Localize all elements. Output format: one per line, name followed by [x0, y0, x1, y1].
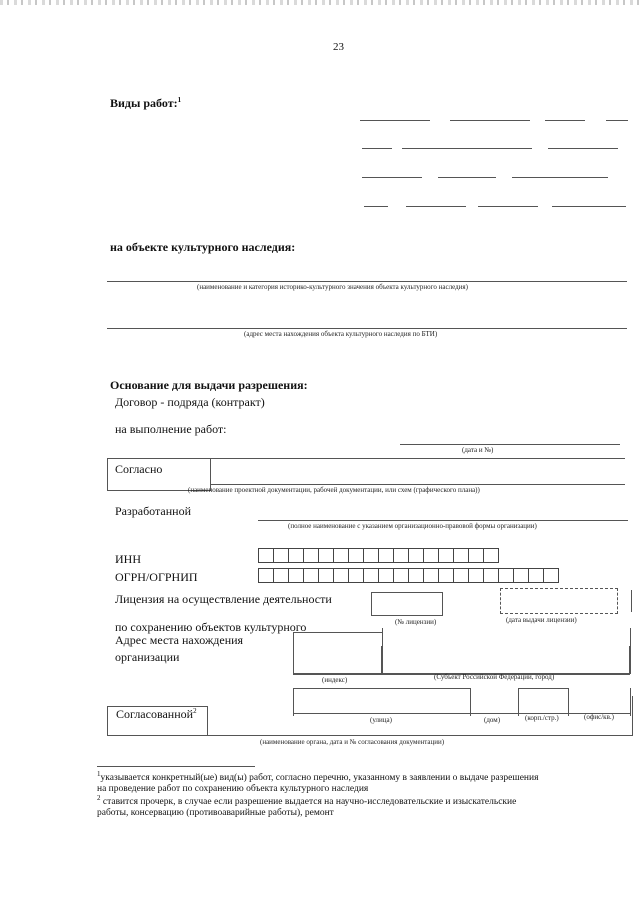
address-label-2: организации: [115, 650, 180, 664]
ogrn-label: ОГРН/ОГРНИП: [115, 570, 198, 584]
license-date-caption: (дата выдачи лицензии): [506, 616, 577, 624]
heritage-name-line[interactable]: [107, 281, 627, 282]
approval-field[interactable]: [207, 706, 632, 736]
license-date-box[interactable]: [500, 588, 618, 614]
docs-caption: (наименование проектной документации, рабочей документации, или схем (графического плана)): [188, 486, 480, 494]
scan-edge-noise: [0, 0, 640, 5]
approval-caption: (наименование органа, дата и № согласования документации): [260, 738, 445, 746]
basis-title: Основание для выдачи разрешения:: [110, 378, 308, 392]
index-field[interactable]: [293, 646, 382, 674]
heritage-name-caption: (наименование и категория историко-культурного значения объекта культурного наследия): [197, 283, 468, 291]
approval-label: Согласованной$^2$: [116, 707, 197, 721]
approval-right-edge: [632, 696, 633, 736]
license-number-box[interactable]: [371, 592, 443, 616]
license-label: Лицензия на осуществление деятельности: [115, 592, 332, 606]
region-field[interactable]: [382, 646, 630, 674]
building-caption: (корп./стр.): [525, 714, 559, 722]
license-right-edge: [631, 590, 632, 612]
inn-cells[interactable]: [258, 548, 498, 563]
work-types-title: Виды работ:$^1$: [110, 96, 182, 110]
org-caption: (полное наименование с указанием организационно-правовой формы организации): [288, 522, 537, 530]
address-label-1: Адрес места нахождения: [115, 633, 244, 647]
ogrn-cells[interactable]: [258, 568, 558, 583]
date-number-caption: (дата и №): [462, 446, 494, 454]
index-caption: (индекс): [322, 676, 348, 684]
contract-label: Договор - подряда (контракт): [115, 395, 265, 409]
license-sub-label: по сохранению объектов культурного: [115, 620, 307, 634]
footnote-separator: [97, 766, 255, 767]
agreed-label: Согласно: [115, 462, 163, 476]
license-number-caption: (№ лицензии): [395, 618, 437, 626]
inn-label: ИНН: [115, 552, 141, 566]
house-caption: (дом): [484, 716, 501, 724]
work-label: на выполнение работ:: [115, 422, 227, 436]
region-caption: (Субъект Российской Федерации, город): [434, 673, 555, 681]
agreed-docs-top-line: [211, 458, 625, 459]
footnote-2: $^2$ ставится прочерк, в случае если разрешение выдается на научно-исследовательские и изыскательские работы, консервацию (противоаварийные работы), ремонт: [97, 794, 517, 819]
page-number: 23: [333, 41, 344, 53]
heritage-address-caption: (адрес места нахождения объекта культурного наследия по БТИ): [244, 330, 438, 338]
office-caption: (офис/кв.): [584, 713, 614, 721]
street-caption: (улица): [370, 716, 392, 724]
footnote-1: $^1$указывается конкретный(ые) вид(ы) работ, согласно перечню, указанному в заявлении о выдаче разрешения на проведение работ по сохранению объекта культурного наследия: [97, 770, 539, 795]
heritage-address-line[interactable]: [107, 328, 627, 329]
heritage-title: на объекте культурного наследия:: [110, 240, 296, 254]
date-number-line[interactable]: [400, 444, 620, 445]
agreed-docs-line[interactable]: [211, 484, 625, 485]
developed-org-line[interactable]: [258, 520, 628, 521]
approval-top-line: [107, 706, 207, 707]
developed-label: Разработанной: [115, 504, 191, 518]
